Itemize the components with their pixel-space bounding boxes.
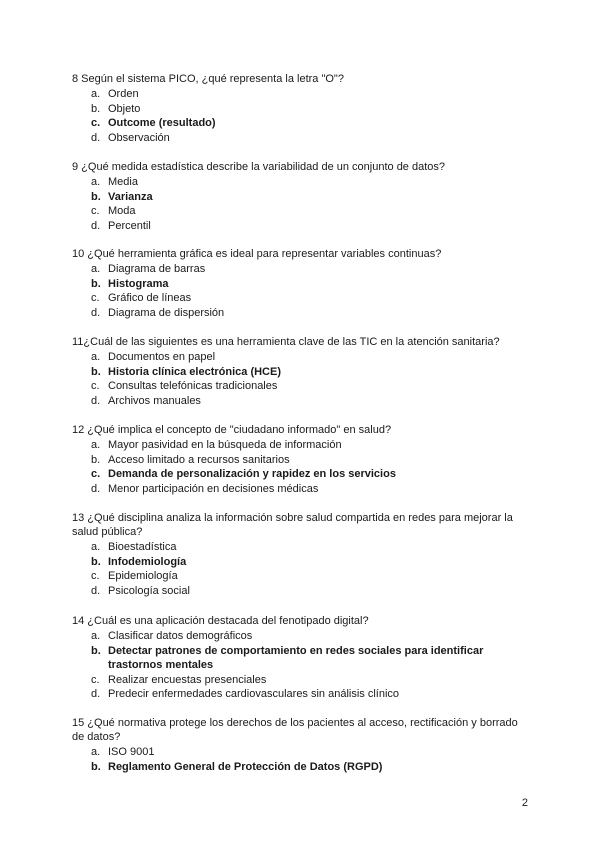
option-letter: a. [91, 439, 101, 451]
question-8 [72, 72, 532, 145]
answer-option [91, 569, 532, 584]
option-text: ISO 9001 [108, 746, 155, 758]
option-text: Diagrama de barras [108, 263, 206, 275]
option-text: Detectar patrones de comportamiento en redes sociales para identificar trastornos mentales [108, 644, 484, 671]
option-letter: a. [91, 630, 101, 642]
option-text: Demanda de personalización y rapidez en los servicios [108, 468, 396, 480]
question-text: 8 Según el sistema PICO, ¿qué representa la letra "O"? [72, 73, 344, 85]
option-text: Percentil [108, 219, 151, 232]
answer-option [91, 687, 532, 702]
option-letter: d. [91, 584, 101, 597]
question-text: 15 ¿Qué normativa protege los derechos de los pacientes al acceso, rectificación y borrado de datos? [72, 717, 518, 743]
option-letter: a. [91, 351, 101, 363]
question-text: 10 ¿Qué herramienta gráfica es ideal para representar variables continuas? [72, 248, 442, 260]
question-text: 14 ¿Cuál es una aplicación destacada del fenotipado digital? [72, 615, 369, 627]
answer-option [91, 584, 532, 599]
option-letter: d. [91, 219, 101, 232]
option-letter: d. [91, 688, 101, 700]
options-list [72, 262, 532, 320]
options-list [72, 87, 532, 145]
correct-option [91, 644, 532, 673]
option-letter: c. [91, 117, 101, 129]
answer-option [91, 291, 532, 306]
correct-option [91, 277, 532, 292]
option-text: Varianza [108, 190, 153, 203]
option-text: Archivos manuales [108, 394, 201, 407]
option-letter: c. [91, 380, 100, 392]
option-letter: a. [91, 176, 101, 188]
answer-option [91, 673, 532, 688]
option-letter: d. [91, 394, 101, 407]
question-15 [72, 716, 532, 774]
option-text: Infodemiología [108, 555, 187, 568]
option-text: Moda [108, 205, 136, 217]
options-list [72, 175, 532, 233]
option-text: Reglamento General de Protección de Datos (RGPD) [108, 760, 383, 773]
options-list [72, 438, 532, 496]
option-text: Documentos en papel [108, 351, 216, 363]
question-14 [72, 614, 532, 702]
option-text: Epidemiología [108, 570, 178, 582]
answer-option [91, 306, 532, 321]
answer-option [91, 102, 532, 117]
option-text: Consultas telefónicas tradicionales [108, 380, 278, 392]
answer-option [91, 453, 532, 468]
options-list [72, 350, 532, 408]
question-11 [72, 335, 532, 408]
question-12 [72, 423, 532, 496]
option-text: Observación [108, 131, 170, 144]
answer-option [91, 540, 532, 555]
question-9 [72, 160, 532, 233]
question-text: 11¿Cuál de las siguientes es una herramienta clave de las TIC en la atención sanitaria? [72, 336, 500, 348]
option-letter: d. [91, 482, 101, 495]
option-text: Gráfico de líneas [108, 292, 192, 304]
answer-option [91, 379, 532, 394]
option-letter: b. [91, 760, 101, 773]
option-letter: a. [91, 88, 101, 100]
answer-option [91, 745, 532, 760]
correct-option [91, 555, 532, 570]
answer-option [91, 262, 532, 277]
option-text: Bioestadística [108, 541, 177, 553]
option-text: Realizar encuestas presenciales [108, 673, 267, 686]
correct-option [91, 190, 532, 205]
option-text: Orden [108, 88, 139, 100]
option-text: Histograma [108, 277, 169, 290]
answer-option [91, 131, 532, 146]
option-text: Mayor pasividad en la búsqueda de información [108, 439, 342, 451]
answer-option [91, 175, 532, 190]
option-letter: b. [91, 453, 101, 466]
answer-option [91, 350, 532, 365]
answer-option [91, 438, 532, 453]
answer-option [91, 482, 532, 497]
option-letter: c. [91, 292, 100, 304]
answer-option [91, 204, 532, 219]
correct-option [91, 116, 532, 131]
option-letter: d. [91, 131, 101, 144]
option-letter: b. [91, 644, 101, 657]
option-letter: c. [91, 673, 100, 686]
option-letter: b. [91, 555, 101, 568]
question-text: 12 ¿Qué implica el concepto de "ciudadano informado" en salud? [72, 424, 392, 436]
option-letter: c. [91, 205, 100, 217]
option-letter: a. [91, 263, 101, 275]
option-text: Psicología social [108, 584, 190, 597]
question-text: 13 ¿Qué disciplina analiza la información sobre salud compartida en redes para mejorar la salud pública? [72, 512, 513, 538]
option-letter: c. [91, 468, 101, 480]
option-letter: b. [91, 277, 101, 290]
correct-option [91, 760, 532, 775]
option-text: Menor participación en decisiones médicas [108, 482, 319, 495]
question-text: 9 ¿Qué medida estadística describe la variabilidad de un conjunto de datos? [72, 161, 446, 173]
option-letter: a. [91, 746, 101, 758]
question-13 [72, 511, 532, 598]
option-text: Diagrama de dispersión [108, 306, 225, 319]
option-letter: c. [91, 570, 100, 582]
option-text: Media [108, 176, 138, 188]
answer-option [91, 219, 532, 234]
option-letter: b. [91, 190, 101, 203]
options-list [72, 745, 532, 774]
option-letter: b. [91, 365, 101, 378]
answer-option [91, 87, 532, 102]
option-text: Historia clínica electrónica (HCE) [108, 365, 281, 378]
option-text: Predecir enfermedades cardiovasculares sin análisis clínico [108, 688, 400, 700]
question-10 [72, 247, 532, 320]
correct-option [91, 365, 532, 380]
answer-option [91, 629, 532, 644]
option-text: Clasificar datos demográficos [108, 630, 253, 642]
options-list [72, 540, 532, 598]
correct-option [91, 467, 532, 482]
option-letter: d. [91, 306, 101, 319]
answer-option [91, 394, 532, 409]
page-number: 2 [521, 797, 528, 809]
option-letter: b. [91, 102, 101, 115]
option-letter: a. [91, 541, 101, 553]
option-text: Objeto [108, 102, 141, 115]
option-text: Acceso limitado a recursos sanitarios [108, 453, 290, 466]
option-text: Outcome (resultado) [108, 117, 216, 129]
options-list [72, 629, 532, 702]
